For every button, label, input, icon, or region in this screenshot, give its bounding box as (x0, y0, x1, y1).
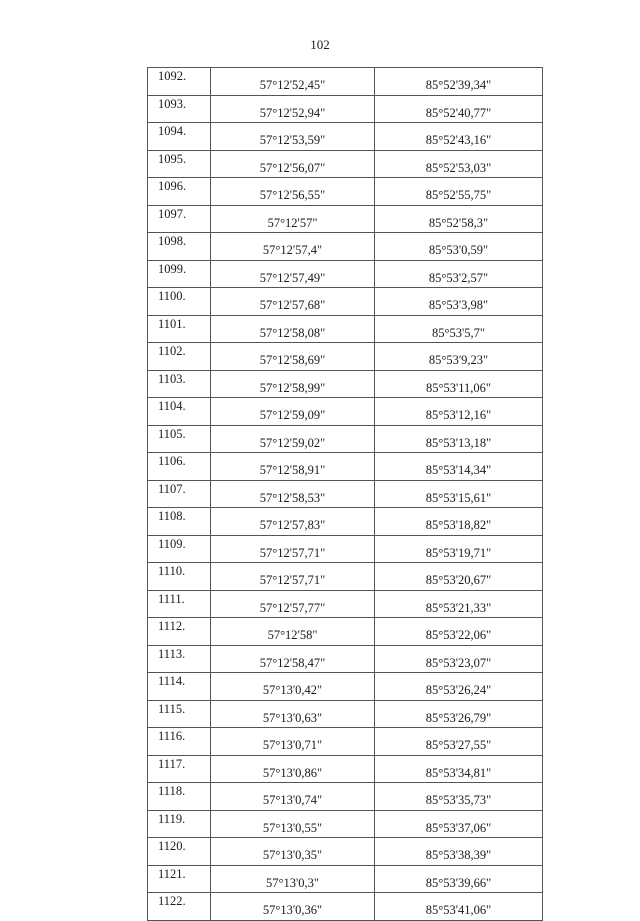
latitude-cell: 57°12'57,68" (211, 288, 375, 316)
latitude-cell: 57°12'57,71" (211, 535, 375, 563)
latitude-cell: 57°12'57" (211, 205, 375, 233)
table-row (148, 755, 543, 783)
longitude-cell: 85°53'9,23" (375, 343, 543, 371)
latitude-cell: 57°12'52,45" (211, 68, 375, 96)
table-row (148, 150, 543, 178)
table-row (148, 453, 543, 481)
latitude-cell: 57°12'58" (211, 618, 375, 646)
point-number-cell: 1121. (148, 865, 211, 893)
longitude-cell: 85°53'39,66" (375, 865, 543, 893)
point-number-cell: 1110. (148, 563, 211, 591)
latitude-cell: 57°13'0,71" (211, 728, 375, 756)
table-row (148, 618, 543, 646)
point-number-cell: 1113. (148, 645, 211, 673)
table-row (148, 260, 543, 288)
latitude-cell: 57°12'58,47" (211, 645, 375, 673)
table-row (148, 315, 543, 343)
latitude-cell: 57°12'58,53" (211, 480, 375, 508)
point-number-cell: 1107. (148, 480, 211, 508)
latitude-cell: 57°12'58,69" (211, 343, 375, 371)
table-row (148, 838, 543, 866)
latitude-cell: 57°12'58,99" (211, 370, 375, 398)
latitude-cell: 57°12'52,94" (211, 95, 375, 123)
table-row (148, 700, 543, 728)
longitude-cell: 85°53'12,16" (375, 398, 543, 426)
point-number-cell: 1114. (148, 673, 211, 701)
point-number-cell: 1106. (148, 453, 211, 481)
point-number-cell: 1122. (148, 893, 211, 921)
longitude-cell: 85°53'26,79" (375, 700, 543, 728)
table-row (148, 810, 543, 838)
point-number-cell: 1092. (148, 68, 211, 96)
latitude-cell: 57°12'59,02" (211, 425, 375, 453)
point-number-cell: 1103. (148, 370, 211, 398)
longitude-cell: 85°53'41,06" (375, 893, 543, 921)
table-row (148, 425, 543, 453)
latitude-cell: 57°13'0,36" (211, 893, 375, 921)
table-row (148, 233, 543, 261)
table-row (148, 893, 543, 921)
point-number-cell: 1104. (148, 398, 211, 426)
point-number-cell: 1115. (148, 700, 211, 728)
table-row (148, 535, 543, 563)
longitude-cell: 85°53'13,18" (375, 425, 543, 453)
longitude-cell: 85°53'3,98" (375, 288, 543, 316)
latitude-cell: 57°12'57,4" (211, 233, 375, 261)
latitude-cell: 57°13'0,86" (211, 755, 375, 783)
longitude-cell: 85°53'38,39" (375, 838, 543, 866)
point-number-cell: 1105. (148, 425, 211, 453)
longitude-cell: 85°53'21,33" (375, 590, 543, 618)
longitude-cell: 85°53'2,57" (375, 260, 543, 288)
table-row (148, 288, 543, 316)
latitude-cell: 57°13'0,74" (211, 783, 375, 811)
point-number-cell: 1109. (148, 535, 211, 563)
latitude-cell: 57°12'57,77" (211, 590, 375, 618)
latitude-cell: 57°13'0,3" (211, 865, 375, 893)
table-row (148, 123, 543, 151)
point-number-cell: 1118. (148, 783, 211, 811)
table-row (148, 508, 543, 536)
longitude-cell: 85°53'5,7" (375, 315, 543, 343)
longitude-cell: 85°53'27,55" (375, 728, 543, 756)
longitude-cell: 85°53'26,24" (375, 673, 543, 701)
point-number-cell: 1094. (148, 123, 211, 151)
table-row (148, 645, 543, 673)
table-row (148, 95, 543, 123)
latitude-cell: 57°12'58,08" (211, 315, 375, 343)
longitude-cell: 85°53'14,34" (375, 453, 543, 481)
longitude-cell: 85°52'40,77" (375, 95, 543, 123)
point-number-cell: 1112. (148, 618, 211, 646)
point-number-cell: 1093. (148, 95, 211, 123)
longitude-cell: 85°53'34,81" (375, 755, 543, 783)
latitude-cell: 57°13'0,63" (211, 700, 375, 728)
latitude-cell: 57°12'59,09" (211, 398, 375, 426)
latitude-cell: 57°13'0,42" (211, 673, 375, 701)
latitude-cell: 57°12'58,91" (211, 453, 375, 481)
point-number-cell: 1102. (148, 343, 211, 371)
table-row (148, 370, 543, 398)
point-number-cell: 1111. (148, 590, 211, 618)
coordinates-table (147, 67, 543, 921)
latitude-cell: 57°12'57,71" (211, 563, 375, 591)
longitude-cell: 85°53'35,73" (375, 783, 543, 811)
latitude-cell: 57°12'56,07" (211, 150, 375, 178)
point-number-cell: 1096. (148, 178, 211, 206)
table-row (148, 343, 543, 371)
latitude-cell: 57°12'57,49" (211, 260, 375, 288)
longitude-cell: 85°53'20,67" (375, 563, 543, 591)
longitude-cell: 85°52'53,03" (375, 150, 543, 178)
table-row (148, 178, 543, 206)
latitude-cell: 57°12'53,59" (211, 123, 375, 151)
longitude-cell: 85°53'18,82" (375, 508, 543, 536)
longitude-cell: 85°52'39,34" (375, 68, 543, 96)
longitude-cell: 85°53'15,61" (375, 480, 543, 508)
point-number-cell: 1116. (148, 728, 211, 756)
point-number-cell: 1119. (148, 810, 211, 838)
longitude-cell: 85°53'22,06" (375, 618, 543, 646)
point-number-cell: 1095. (148, 150, 211, 178)
table-row (148, 590, 543, 618)
longitude-cell: 85°53'23,07" (375, 645, 543, 673)
table-row (148, 398, 543, 426)
table-row (148, 480, 543, 508)
longitude-cell: 85°53'11,06" (375, 370, 543, 398)
longitude-cell: 85°53'37,06" (375, 810, 543, 838)
table-row (148, 205, 543, 233)
table-row (148, 865, 543, 893)
latitude-cell: 57°13'0,55" (211, 810, 375, 838)
table-row (148, 728, 543, 756)
longitude-cell: 85°53'19,71" (375, 535, 543, 563)
longitude-cell: 85°52'55,75" (375, 178, 543, 206)
latitude-cell: 57°12'56,55" (211, 178, 375, 206)
table-row (148, 68, 543, 96)
point-number-cell: 1097. (148, 205, 211, 233)
point-number-cell: 1098. (148, 233, 211, 261)
longitude-cell: 85°52'58,3" (375, 205, 543, 233)
latitude-cell: 57°12'57,83" (211, 508, 375, 536)
table-row (148, 783, 543, 811)
table-row (148, 673, 543, 701)
table-row (148, 563, 543, 591)
latitude-cell: 57°13'0,35" (211, 838, 375, 866)
page-number: 102 (310, 37, 330, 52)
point-number-cell: 1100. (148, 288, 211, 316)
point-number-cell: 1099. (148, 260, 211, 288)
point-number-cell: 1120. (148, 838, 211, 866)
point-number-cell: 1117. (148, 755, 211, 783)
coordinates-table-body (148, 68, 543, 921)
longitude-cell: 85°52'43,16" (375, 123, 543, 151)
point-number-cell: 1108. (148, 508, 211, 536)
point-number-cell: 1101. (148, 315, 211, 343)
longitude-cell: 85°53'0,59" (375, 233, 543, 261)
